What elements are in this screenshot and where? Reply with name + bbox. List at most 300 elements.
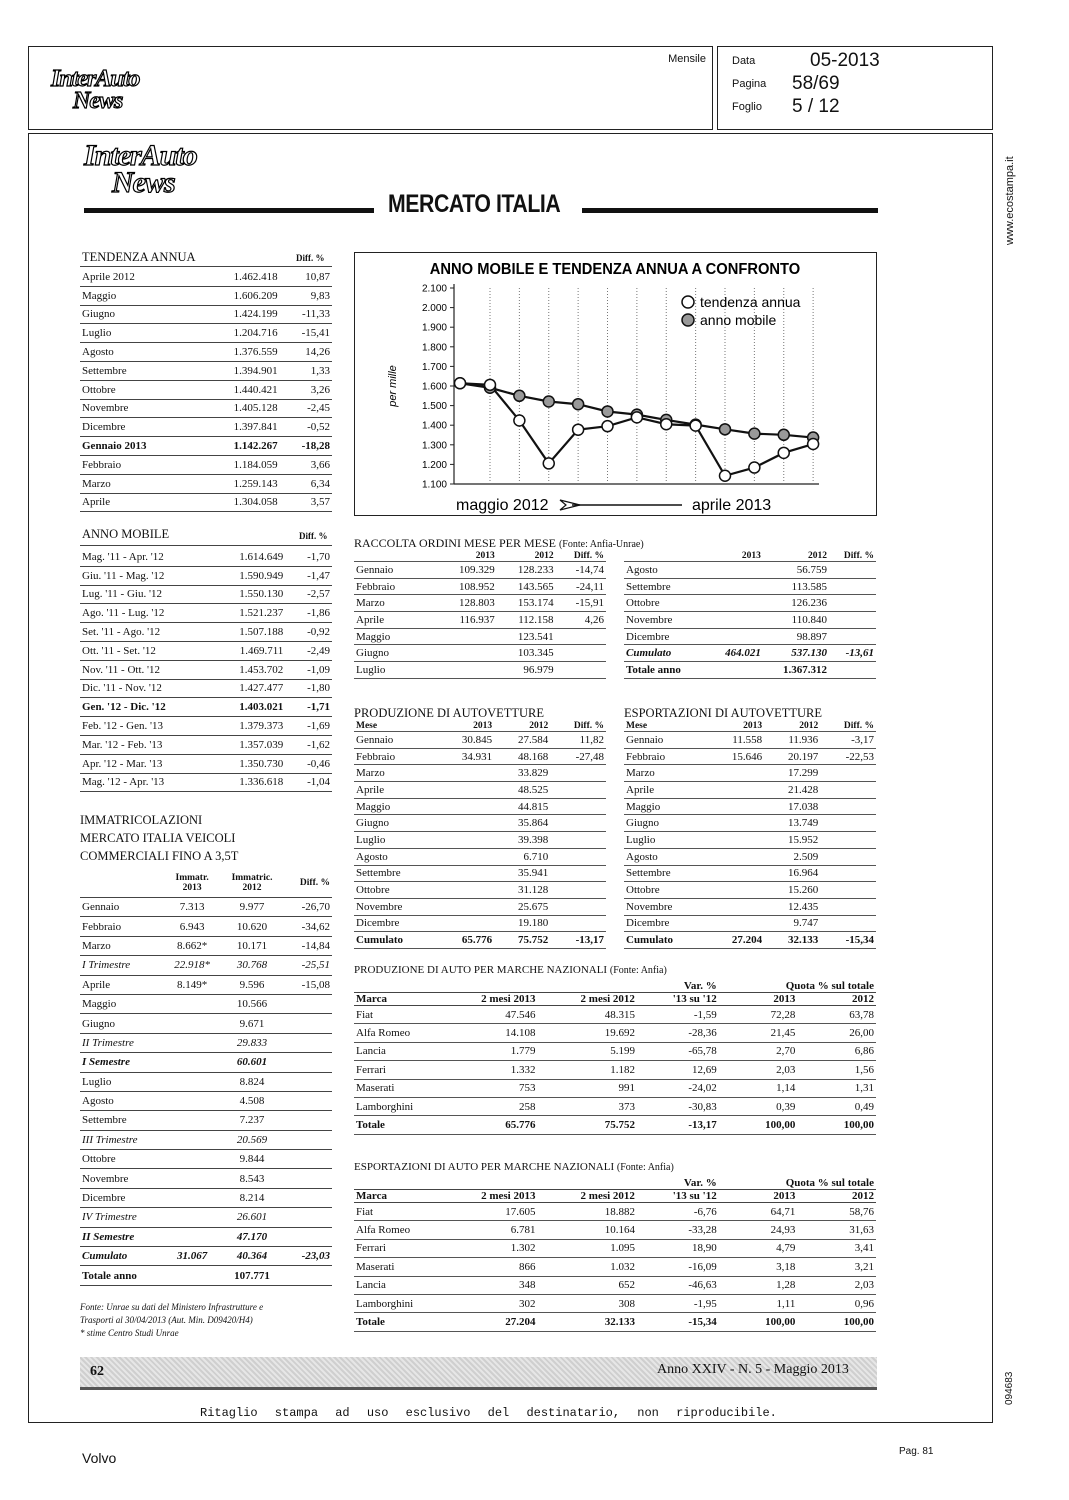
- row-value: 1.614.649: [202, 548, 285, 566]
- table-row: [80, 1169, 332, 1188]
- table-row: [80, 437, 332, 456]
- row-2012: 35.864: [494, 815, 550, 832]
- table-row: [80, 566, 332, 585]
- row-2013: [708, 595, 763, 612]
- footer-issue: Anno XXIV - N. 5 - Maggio 2013: [657, 1362, 849, 1377]
- header-2012: 2012: [497, 551, 556, 562]
- row-2012: 8.824: [220, 1072, 284, 1091]
- row-label: Marzo: [354, 765, 438, 782]
- table-row: [354, 1079, 876, 1097]
- header-2013: 2013: [438, 721, 494, 732]
- row-label: Giu. '11 - Mag. '12: [80, 566, 202, 585]
- row-diff: -13,17: [550, 932, 606, 949]
- row-q1: 24,93: [719, 1221, 798, 1239]
- immatr-note-2: Trasporti al 30/04/2013 (Aut. Min. D09420/H4): [80, 1315, 253, 1325]
- row-diff: -2,57: [285, 585, 332, 604]
- table-row: [80, 994, 332, 1013]
- row-diff: [284, 1014, 332, 1033]
- table-row: [354, 782, 606, 799]
- table-row: [80, 1227, 332, 1246]
- row-2012: 2.509: [764, 848, 820, 865]
- table-row: [80, 1072, 332, 1091]
- row-diff: [820, 782, 876, 799]
- row-brand: Lancia: [354, 1276, 438, 1294]
- point-anno-mobile: [543, 396, 554, 407]
- row-label: Settembre: [624, 578, 708, 595]
- row-label: Aprile: [354, 612, 438, 629]
- row-diff: -3,17: [820, 732, 876, 749]
- point-tendenza-annua: [631, 412, 642, 423]
- row-value: 1.550.130: [202, 585, 285, 604]
- table-row: [80, 1247, 332, 1266]
- row-2013: [164, 1014, 220, 1033]
- row-2013: [708, 898, 764, 915]
- row-2012: 110.840: [763, 612, 829, 629]
- table-row: [354, 1221, 876, 1239]
- row-label: IV Trimestre: [80, 1208, 164, 1227]
- row-q1: 1,28: [719, 1276, 798, 1294]
- header-blank: [354, 1177, 637, 1190]
- row-2012: 8.543: [220, 1169, 284, 1188]
- row-q2: 26,00: [797, 1024, 876, 1042]
- row-diff: 3,66: [280, 455, 332, 474]
- row-value: 1.590.949: [202, 566, 285, 585]
- table-header: [354, 980, 876, 993]
- row-label: II Trimestre: [80, 1033, 164, 1052]
- row-diff: -2,49: [285, 641, 332, 660]
- table-row: [354, 898, 606, 915]
- table-row: [354, 1276, 876, 1294]
- y-tick-label: 1.800: [421, 342, 447, 354]
- row-diff: [820, 815, 876, 832]
- table-row: [80, 698, 332, 717]
- row-label: Giugno: [80, 305, 202, 324]
- row-q2: 2,03: [797, 1276, 876, 1294]
- table-row: [354, 578, 606, 595]
- row-2012: 9.747: [764, 915, 820, 932]
- row-q2: 0,49: [797, 1097, 876, 1115]
- table-row: [624, 882, 876, 899]
- row-label: Gennaio: [354, 562, 438, 579]
- row-v: -15,34: [637, 1313, 719, 1331]
- row-2012: 20.197: [764, 748, 820, 765]
- row-v: -46,63: [637, 1276, 719, 1294]
- row-label: Dicembre: [80, 418, 202, 437]
- row-label: Novembre: [624, 898, 708, 915]
- page-value: 58/69: [792, 73, 840, 94]
- row-v: 18,90: [637, 1239, 719, 1257]
- x-label-end: aprile 2013: [692, 497, 772, 514]
- row-b: 1.032: [537, 1258, 636, 1276]
- row-2012: 39.398: [494, 832, 550, 849]
- row-label: Marzo: [80, 936, 164, 955]
- row-label: Nov. '11 - Ott. '12: [80, 660, 202, 679]
- row-label: Mag. '12 - Apr. '13: [80, 773, 202, 792]
- x-label-start: maggio 2012: [456, 497, 549, 514]
- row-diff: [556, 645, 606, 662]
- row-2013: [438, 662, 497, 679]
- row-diff: -23,03: [284, 1247, 332, 1266]
- table-row: [354, 1203, 876, 1221]
- row-diff: 11,82: [550, 732, 606, 749]
- row-2013: [438, 915, 494, 932]
- table-row: [624, 915, 876, 932]
- row-label: Settembre: [354, 865, 438, 882]
- row-q1: 64,71: [719, 1203, 798, 1221]
- table-row: [354, 645, 606, 662]
- row-label: Novembre: [80, 399, 202, 418]
- row-label: Dicembre: [624, 915, 708, 932]
- row-2013: [164, 1091, 220, 1110]
- side-site: www.ecostampa.it: [1004, 156, 1016, 245]
- row-diff: [550, 915, 606, 932]
- table-header: [80, 869, 332, 898]
- row-diff: -15,34: [820, 932, 876, 949]
- table-row: [80, 735, 332, 754]
- row-diff: [556, 628, 606, 645]
- row-diff: [820, 882, 876, 899]
- row-a: 866: [438, 1258, 537, 1276]
- header-var: Var. %: [683, 1177, 717, 1189]
- row-value: 1.376.559: [202, 343, 280, 362]
- row-label: Agosto: [624, 562, 708, 579]
- header-label: Mese: [624, 721, 708, 732]
- table-row: [624, 782, 876, 799]
- legend-label-mobile: anno mobile: [700, 312, 777, 328]
- table-row: [354, 595, 606, 612]
- row-diff: -2,45: [280, 399, 332, 418]
- row-2013: [708, 562, 763, 579]
- header-blank: [354, 980, 637, 993]
- row-label: Maggio: [354, 628, 438, 645]
- table-row: [624, 848, 876, 865]
- row-2012: 29.833: [220, 1033, 284, 1052]
- row-2012: 17.038: [764, 798, 820, 815]
- row-label: Gennaio: [624, 732, 708, 749]
- row-2013: 22.918*: [164, 956, 220, 975]
- row-label: Dicembre: [80, 1188, 164, 1207]
- row-label: Gen. '12 - Dic. '12: [80, 698, 202, 717]
- row-2012: 98.897: [763, 628, 829, 645]
- row-diff: -22,53: [820, 748, 876, 765]
- row-2012: 7.237: [220, 1111, 284, 1130]
- point-tendenza-annua: [485, 379, 496, 390]
- row-v: -65,78: [637, 1042, 719, 1060]
- brand-name: Volvo: [82, 1450, 117, 1466]
- row-2013: [164, 1266, 220, 1285]
- point-anno-mobile: [573, 399, 584, 410]
- row-diff: -13,61: [829, 645, 876, 662]
- table-row: [80, 898, 332, 917]
- point-anno-mobile: [749, 428, 760, 439]
- row-diff: -27,48: [550, 748, 606, 765]
- header-2012: 2012: [494, 721, 550, 732]
- table-row: [80, 604, 332, 623]
- legend-label-tendenza: tendenza annua: [700, 294, 801, 310]
- row-q1: 2,70: [719, 1042, 798, 1060]
- row-2012: 75.752: [494, 932, 550, 949]
- row-b: 48.315: [537, 1006, 636, 1024]
- row-label: Aprile 2012: [80, 268, 202, 286]
- row-q2: 3,21: [797, 1258, 876, 1276]
- row-label: Settembre: [80, 361, 202, 380]
- magazine-logo: InterAuto News: [84, 139, 197, 199]
- row-2013: [164, 1111, 220, 1130]
- table-row: [80, 1014, 332, 1033]
- row-2012: 9.844: [220, 1150, 284, 1169]
- row-label: Gennaio: [80, 898, 164, 917]
- row-label: Aprile: [80, 493, 202, 512]
- header-a: 2 mesi 2013: [438, 1190, 537, 1203]
- row-2012: 153.174: [497, 595, 556, 612]
- row-b: 1.095: [537, 1239, 636, 1257]
- row-label: Febbraio: [354, 578, 438, 595]
- row-label: Luglio: [80, 1072, 164, 1091]
- row-2012: 25.675: [494, 898, 550, 915]
- row-label: Ottobre: [624, 882, 708, 899]
- row-2012: 12.435: [764, 898, 820, 915]
- row-b: 5.199: [537, 1042, 636, 1060]
- row-2013: [708, 628, 763, 645]
- row-diff: [550, 898, 606, 915]
- side-code: 094683: [1004, 1371, 1015, 1405]
- row-label: Maggio: [80, 994, 164, 1013]
- table-row: [354, 732, 606, 749]
- row-2013: [164, 1169, 220, 1188]
- row-diff: -1,04: [285, 773, 332, 792]
- row-brand: Lancia: [354, 1042, 438, 1060]
- row-label: Settembre: [80, 1111, 164, 1130]
- row-2013: [438, 865, 494, 882]
- table-header: [354, 551, 606, 562]
- table-row: [80, 268, 332, 286]
- table-row: [624, 578, 876, 595]
- row-diff: [550, 848, 606, 865]
- row-2013: 108.952: [438, 578, 497, 595]
- row-2013: [708, 765, 764, 782]
- row-2012: 48.168: [494, 748, 550, 765]
- row-b: 652: [537, 1276, 636, 1294]
- point-tendenza-annua: [690, 420, 701, 431]
- row-q1: 100,00: [719, 1313, 798, 1331]
- row-label: Settembre: [624, 865, 708, 882]
- table-row: [624, 595, 876, 612]
- table-row: [354, 882, 606, 899]
- row-b: 1.182: [537, 1061, 636, 1079]
- row-2013: [708, 815, 764, 832]
- row-diff: [284, 1053, 332, 1072]
- row-diff: [550, 782, 606, 799]
- row-diff: [829, 578, 876, 595]
- row-label: Agosto: [80, 343, 202, 362]
- row-a: 17.605: [438, 1203, 537, 1221]
- footer-page-number: 62: [90, 1364, 104, 1379]
- row-diff: -26,70: [284, 898, 332, 917]
- immatr-title-3: COMMERCIALI FINO A 3,5T: [80, 849, 239, 863]
- row-a: 6.781: [438, 1221, 537, 1239]
- row-label: Set. '11 - Ago. '12: [80, 623, 202, 642]
- row-a: 258: [438, 1097, 537, 1115]
- header-Marca: Marca: [354, 993, 438, 1006]
- row-label: Mag. '11 - Apr. '12: [80, 548, 202, 566]
- row-2013: [708, 832, 764, 849]
- row-diff: [284, 994, 332, 1013]
- row-q2: 100,00: [797, 1116, 876, 1134]
- row-q2: 1,56: [797, 1061, 876, 1079]
- row-b: 10.164: [537, 1221, 636, 1239]
- point-tendenza-annua: [543, 458, 554, 469]
- row-diff: -1,09: [285, 660, 332, 679]
- row-b: 18.882: [537, 1203, 636, 1221]
- table-row: [80, 1188, 332, 1207]
- anno-mobile-rule: [80, 545, 332, 546]
- row-label: Agosto: [354, 848, 438, 865]
- row-v: -16,09: [637, 1258, 719, 1276]
- table-row: [80, 1053, 332, 1072]
- header-2012: Immatric. 2012: [220, 869, 284, 898]
- table-header: [354, 1190, 876, 1203]
- row-label: Aprile: [624, 782, 708, 799]
- row-2012: 17.299: [764, 765, 820, 782]
- table-row: [80, 418, 332, 437]
- header-q1: 2013: [719, 1190, 798, 1203]
- row-label: Dicembre: [624, 628, 708, 645]
- row-a: 348: [438, 1276, 537, 1294]
- table-row: [354, 1061, 876, 1079]
- row-2012: 1.367.312: [763, 662, 829, 679]
- table-header: [624, 551, 876, 562]
- row-2012: 60.601: [220, 1053, 284, 1072]
- row-2013: 65.776: [438, 932, 494, 949]
- y-tick-label: 1.300: [421, 440, 447, 452]
- row-2012: 11.936: [764, 732, 820, 749]
- table-row: [80, 754, 332, 773]
- row-q2: 0,96: [797, 1294, 876, 1312]
- section-title: MERCATO ITALIA: [388, 190, 561, 218]
- row-label: Luglio: [80, 324, 202, 343]
- row-diff: [284, 1208, 332, 1227]
- row-label: Aprile: [80, 975, 164, 994]
- row-diff: 10,87: [280, 268, 332, 286]
- anno-mobile-title: ANNO MOBILE: [82, 527, 170, 541]
- row-2012: 15.260: [764, 882, 820, 899]
- legend-marker-mobile: [682, 314, 694, 326]
- row-label: Apr. '12 - Mar. '13: [80, 754, 202, 773]
- row-label: Giugno: [80, 1014, 164, 1033]
- header-q2: 2012: [797, 993, 876, 1006]
- row-label: Ottobre: [354, 882, 438, 899]
- row-diff: [550, 865, 606, 882]
- row-diff: [829, 612, 876, 629]
- row-label: Dicembre: [354, 915, 438, 932]
- row-diff: [550, 798, 606, 815]
- header-b: 2 mesi 2012: [537, 1190, 636, 1203]
- row-value: 1.424.199: [202, 305, 280, 324]
- row-label: Ott. '11 - Set. '12: [80, 641, 202, 660]
- header-2013: Immatr. 2013: [164, 869, 220, 898]
- row-a: 65.776: [438, 1116, 537, 1134]
- table-row: [624, 562, 876, 579]
- row-a: 14.108: [438, 1024, 537, 1042]
- table-row: [80, 493, 332, 512]
- table-row: [80, 548, 332, 566]
- row-value: 1.462.418: [202, 268, 280, 286]
- row-2013: [708, 882, 764, 899]
- table-row: [624, 815, 876, 832]
- row-label: Febbraio: [624, 748, 708, 765]
- row-2012: 96.979: [497, 662, 556, 679]
- row-label: Ottobre: [624, 595, 708, 612]
- header-quota: Quota % sul totale: [785, 1177, 874, 1189]
- row-b: 32.133: [537, 1313, 636, 1331]
- row-label: Cumulato: [624, 932, 708, 949]
- row-label: Totale anno: [624, 662, 708, 679]
- y-tick-label: 1.700: [421, 361, 447, 373]
- row-value: 1.184.059: [202, 455, 280, 474]
- row-b: 991: [537, 1079, 636, 1097]
- table-row: [80, 1266, 332, 1285]
- row-b: 75.752: [537, 1116, 636, 1134]
- table-row: [354, 1294, 876, 1312]
- row-brand: Lamborghini: [354, 1294, 438, 1312]
- row-2012: 113.585: [763, 578, 829, 595]
- immatr-note-1: Fonte: Unrae su dati del Ministero Infrastrutture e: [80, 1302, 264, 1312]
- row-2012: 9.596: [220, 975, 284, 994]
- table-row: [354, 1006, 876, 1024]
- table-row: [354, 1042, 876, 1060]
- row-label: Luglio: [354, 662, 438, 679]
- table-row: [354, 562, 606, 579]
- row-label: Mar. '12 - Feb. '13: [80, 735, 202, 754]
- row-q2: 1,31: [797, 1079, 876, 1097]
- table-row: [80, 343, 332, 362]
- row-2013: [438, 782, 494, 799]
- header-info-box: [717, 46, 993, 130]
- sheet-label: Foglio: [732, 101, 762, 113]
- table-row: [80, 286, 332, 305]
- row-2013: 6.943: [164, 917, 220, 936]
- table-row: [354, 832, 606, 849]
- row-2012: 33.829: [494, 765, 550, 782]
- point-tendenza-annua: [455, 378, 466, 389]
- table-row: [80, 1033, 332, 1052]
- row-value: 1.336.618: [202, 773, 285, 792]
- row-label: Febbraio: [354, 748, 438, 765]
- row-2012: 19.180: [494, 915, 550, 932]
- header-quota: Quota % sul totale: [785, 980, 874, 992]
- row-label: Marzo: [354, 595, 438, 612]
- table-row: [354, 628, 606, 645]
- row-diff: [820, 765, 876, 782]
- row-brand: Maserati: [354, 1079, 438, 1097]
- table-header: [354, 1177, 876, 1190]
- table-row: [624, 832, 876, 849]
- row-q1: 100,00: [719, 1116, 798, 1134]
- row-diff: [820, 898, 876, 915]
- row-2012: 10.620: [220, 917, 284, 936]
- row-2013: 27.204: [708, 932, 764, 949]
- row-2013: 116.937: [438, 612, 497, 629]
- row-label: Cumulato: [80, 1247, 164, 1266]
- row-brand: Alfa Romeo: [354, 1024, 438, 1042]
- row-2013: [438, 898, 494, 915]
- row-2013: [164, 1188, 220, 1207]
- row-2012: 126.236: [763, 595, 829, 612]
- table-row: [80, 773, 332, 792]
- row-2012: 48.525: [494, 782, 550, 799]
- table-row: [80, 1111, 332, 1130]
- row-brand: Fiat: [354, 1006, 438, 1024]
